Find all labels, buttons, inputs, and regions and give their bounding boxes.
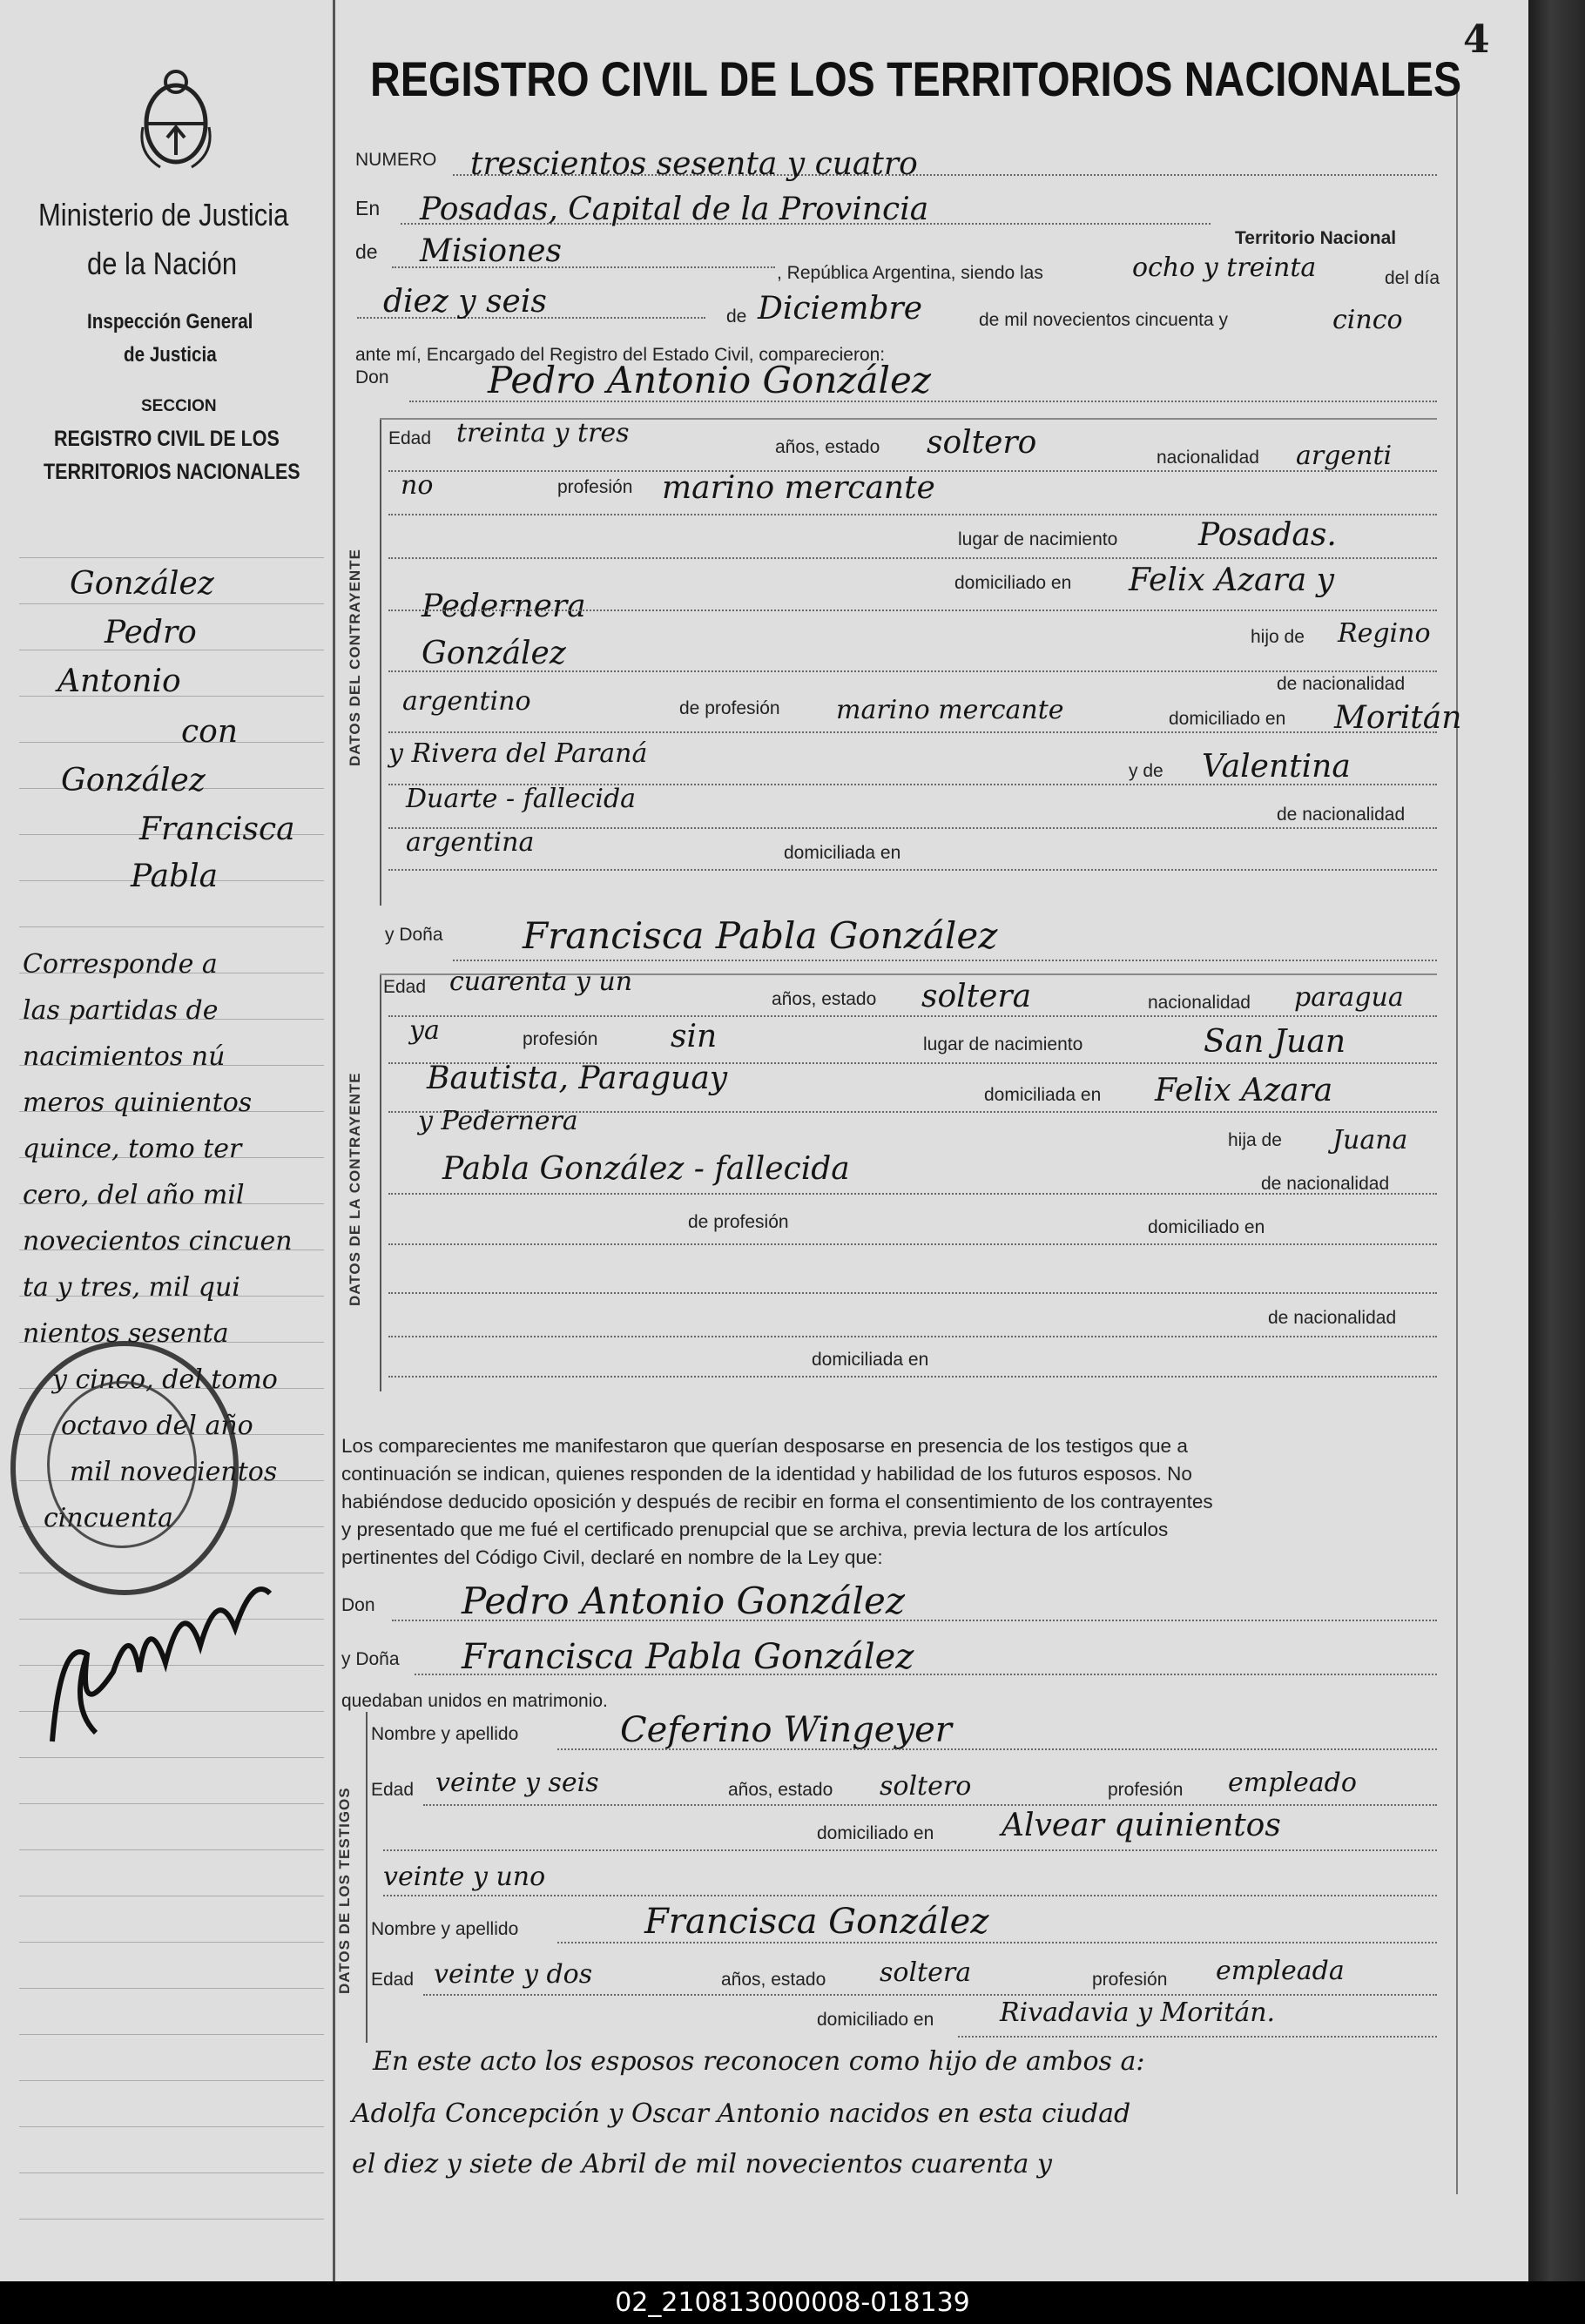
- contrayenta-edad-label: Edad: [383, 977, 427, 997]
- declaration-line: habiéndose deducido oposición y después de recibir en forma el consentimiento de los contrayentes: [341, 1491, 1213, 1512]
- contrayenta-de-nac-label: de nacionalidad: [1261, 1174, 1390, 1194]
- contrayenta-dom-value-2: y Pedernera: [418, 1106, 578, 1136]
- t1-dom-value: Alvear quinientos: [1002, 1808, 1281, 1843]
- margin-rule: [19, 926, 324, 927]
- margin-note-line: y cinco, del tomo: [52, 1364, 278, 1395]
- contrayente-de-nac-label-2: de nacionalidad: [1277, 805, 1406, 825]
- ministry-line-2: de la Nación: [87, 246, 238, 281]
- contrayente-nac-value: argenti: [1296, 441, 1393, 471]
- t1-prof-value: empleado: [1228, 1768, 1357, 1798]
- contrayenta-nac-label: nacionalidad: [1148, 993, 1251, 1013]
- mes-value: Diciembre: [758, 291, 923, 327]
- final-note-line: En este acto los esposos reconocen como hijo de ambos a:: [373, 2046, 1145, 2077]
- margin-note-line: octavo del año: [61, 1411, 253, 1441]
- decl-dona-label: y Doña: [341, 1649, 400, 1669]
- contrayenta-nac-value: paragua: [1294, 982, 1404, 1013]
- t2-edad-value: veinte y dos: [434, 1959, 593, 1990]
- contrayente-anos-label: años, estado: [775, 437, 880, 457]
- margin-name-line: Pabla: [131, 859, 219, 894]
- padre-dom: Moritán: [1334, 700, 1462, 736]
- margin-note-line: nacimientos nú: [23, 1041, 226, 1072]
- page-title: REGISTRO CIVIL DE LOS TERRITORIOS NACIONALES: [370, 51, 1462, 106]
- column-divider: [333, 0, 335, 2281]
- madre-value: Valentina: [1202, 749, 1351, 785]
- y-dona-label: y Doña: [385, 925, 443, 945]
- contrayente-edad-label: Edad: [388, 428, 432, 448]
- contrayente-domiciliada-label: domiciliada en: [784, 843, 901, 863]
- en-value: Posadas, Capital de la Provincia: [420, 192, 929, 227]
- territorio-label: Territorio Nacional: [1235, 228, 1397, 248]
- don-value: Pedro Antonio González: [488, 359, 931, 401]
- numero-label: NUMERO: [355, 150, 437, 170]
- declaration-line: pertinentes del Código Civil, declaré en nombre de la Ley que:: [341, 1546, 883, 1568]
- contrayenta-madre-value: Pabla González - fallecida: [442, 1151, 850, 1187]
- contrayenta-dom-label: domiciliada en: [984, 1085, 1102, 1105]
- contrayenta-prof-label: profesión: [523, 1029, 598, 1049]
- t2-dom-label: domiciliado en: [817, 2010, 934, 2030]
- final-note-line: el diez y siete de Abril de mil novecientos cuarenta y: [352, 2149, 1052, 2179]
- numero-value: trescientos sesenta y cuatro: [470, 146, 918, 182]
- de-label: de: [355, 240, 378, 263]
- margin-note-line: nientos sesenta: [23, 1318, 229, 1349]
- padre-nac: argentino: [402, 686, 531, 717]
- decl-unidos: quedaban unidos en matrimonio.: [341, 1691, 608, 1711]
- contrayente-hijo-value: Regino: [1338, 618, 1431, 649]
- margin-rule: [19, 742, 324, 743]
- contrayente-lugar-label: lugar de nacimiento: [958, 529, 1118, 549]
- contrayente-de-nac-label: de nacionalidad: [1277, 674, 1406, 694]
- t1-dom-label: domiciliado en: [817, 1823, 934, 1843]
- padre-apellido: González: [422, 636, 566, 671]
- margin-name-line: con: [181, 714, 239, 750]
- signature-mark: [35, 1532, 331, 1759]
- padre-dom-label: domiciliado en: [1169, 709, 1286, 729]
- contrayenta-prof-value: sin: [671, 1019, 718, 1054]
- contrayente-edad-value: treinta y tres: [456, 418, 630, 448]
- declaration-line: continuación se indican, quienes responden de la identidad y habilidad de los futuros esposos. No: [341, 1463, 1192, 1485]
- inspection-line-2: de Justicia: [124, 343, 217, 367]
- t2-nombre-value: Francisca González: [644, 1902, 989, 1942]
- contrayente-dom-value: Felix Azara y: [1129, 562, 1334, 598]
- anio-value: cinco: [1332, 305, 1403, 335]
- contrayente-prof-label: profesión: [557, 477, 633, 497]
- contrayente-nac-value-2: no: [401, 470, 434, 501]
- margin-rule: [19, 603, 324, 604]
- contrayenta-lugar-label: lugar de nacimiento: [923, 1034, 1083, 1054]
- margin-name-line: Pedro: [105, 615, 197, 650]
- margin-rule: [19, 2219, 324, 2220]
- margin-rule: [19, 557, 324, 558]
- de-value: Misiones: [420, 233, 563, 269]
- madre-nac: argentina: [406, 827, 535, 858]
- t1-nombre-label: Nombre y apellido: [371, 1724, 519, 1744]
- testigos-side-label: DATOS DE LOS TESTIGOS: [336, 1787, 353, 1994]
- t2-prof-value: empleada: [1216, 1956, 1345, 1986]
- contrayente-y-de-label: y de: [1129, 761, 1163, 781]
- padre-prof: marino mercante: [836, 695, 1064, 725]
- margin-name-line: González: [70, 566, 214, 602]
- t1-edad-label: Edad: [371, 1780, 415, 1800]
- contrayente-dom-value-2: Pedernera: [422, 589, 586, 624]
- republica-label: , República Argentina, siendo las: [777, 263, 1043, 283]
- page-number: 4: [1463, 17, 1490, 62]
- don-label: Don: [355, 367, 389, 387]
- padre-dom-2: y Rivera del Paraná: [388, 738, 648, 769]
- en-label: En: [355, 197, 381, 219]
- coat-of-arms-icon: [138, 66, 214, 171]
- contrayenta-de-nac-label-2: de nacionalidad: [1268, 1308, 1397, 1328]
- image-id-footer: 02_210813000008-018139: [0, 2281, 1585, 2324]
- contrayenta-anos-label: años, estado: [772, 989, 877, 1009]
- contrayente-prof-value: marino mercante: [662, 470, 935, 506]
- ministry-line-1: Ministerio de Justicia: [38, 197, 289, 232]
- t2-nombre-label: Nombre y apellido: [371, 1919, 519, 1939]
- anio-label: de mil novecientos cincuenta y: [979, 310, 1228, 330]
- section-label: SECCION: [141, 397, 217, 415]
- t1-prof-label: profesión: [1108, 1780, 1184, 1800]
- margin-rule: [19, 1942, 324, 1943]
- t1-anos-label: años, estado: [728, 1780, 833, 1800]
- margin-rule: [19, 2172, 324, 2173]
- de2-label: de: [726, 306, 747, 327]
- del-dia-label: del día: [1385, 268, 1440, 288]
- registry-line-2: TERRITORIOS NACIONALES: [44, 460, 300, 484]
- margin-note-line: cincuenta: [44, 1503, 173, 1533]
- t1-nombre-value: Ceferino Wingeyer: [620, 1710, 952, 1750]
- contrayenta-domiciliada-label: domiciliada en: [812, 1350, 929, 1370]
- t1-dom-value-2: veinte y uno: [383, 1862, 546, 1892]
- margin-rule: [19, 1803, 324, 1804]
- t1-edad-value: veinte y seis: [435, 1768, 599, 1798]
- contrayenta-dom-value: Felix Azara: [1155, 1073, 1333, 1108]
- dona-value: Francisca Pabla González: [523, 914, 998, 957]
- margin-note-line: ta y tres, mil qui: [23, 1272, 240, 1303]
- dia-value: diez y seis: [383, 284, 547, 320]
- margin-rule: [19, 2080, 324, 2081]
- contrayente-nac-label: nacionalidad: [1157, 448, 1259, 468]
- contrayenta-nac-value-2: ya: [409, 1015, 440, 1046]
- hora-value: ocho y treinta: [1132, 253, 1317, 283]
- contrayente-lugar-value: Posadas.: [1198, 517, 1337, 553]
- inspection-line-1: Inspección General: [87, 310, 253, 333]
- t2-edad-label: Edad: [371, 1970, 415, 1990]
- declaration-line: y presentado que me fué el certificado prenupcial que se archiva, previa lectura de los artículos: [341, 1519, 1169, 1540]
- encargado-label: ante mí, Encargado del Registro del Estado Civil, comparecieron:: [355, 345, 886, 365]
- contrayente-side-label: DATOS DEL CONTRAYENTE: [347, 549, 363, 766]
- contrayente-de-prof-label: de profesión: [679, 698, 780, 718]
- decl-dona-value: Francisca Pabla González: [462, 1637, 914, 1677]
- margin-name-line: González: [61, 763, 206, 798]
- decl-don-value: Pedro Antonio González: [462, 1580, 905, 1622]
- t2-estado-value: soltera: [880, 1957, 972, 1988]
- final-note-line: Adolfa Concepción y Oscar Antonio nacidos en esta ciudad: [352, 2098, 1131, 2129]
- registry-line-1: REGISTRO CIVIL DE LOS: [54, 427, 280, 451]
- margin-rule: [19, 1988, 324, 1989]
- testigos-bracket: [366, 1712, 368, 2043]
- margin-rule: [19, 1849, 324, 1850]
- contrayenta-side-label: DATOS DE LA CONTRAYENTE: [347, 1072, 363, 1306]
- contrayente-dom-label: domiciliado en: [954, 573, 1072, 593]
- contrayente-bracket: [380, 418, 381, 906]
- contrayente-hijo-label: hijo de: [1251, 627, 1305, 647]
- margin-note-line: quince, tomo ter: [23, 1134, 242, 1164]
- decl-don-label: Don: [341, 1595, 375, 1615]
- contrayenta-domiciliado-label: domiciliado en: [1148, 1217, 1265, 1237]
- contrayenta-de-prof-label: de profesión: [688, 1212, 789, 1232]
- right-margin-line: [1456, 78, 1458, 2194]
- margin-note-line: mil novecientos: [70, 1457, 278, 1487]
- contrayenta-estado-value: soltera: [921, 979, 1032, 1014]
- contrayente-estado-value: soltero: [927, 425, 1037, 461]
- margin-name-line: Francisca: [139, 812, 295, 847]
- margin-note-line: cero, del año mil: [23, 1180, 245, 1210]
- t1-estado-value: soltero: [880, 1771, 972, 1802]
- contrayenta-hija-label: hija de: [1228, 1130, 1282, 1150]
- margin-note-line: las partidas de: [23, 995, 219, 1026]
- t2-prof-label: profesión: [1092, 1970, 1168, 1990]
- t2-anos-label: años, estado: [721, 1970, 826, 1990]
- margin-name-line: Antonio: [57, 664, 181, 699]
- madre-value-2: Duarte - fallecida: [406, 784, 637, 814]
- contrayenta-lugar-value: San Juan: [1204, 1024, 1346, 1060]
- contrayenta-lugar-value-2: Bautista, Paraguay: [427, 1061, 728, 1096]
- margin-note-line: novecientos cincuen: [23, 1226, 293, 1256]
- t2-dom-value: Rivadavia y Moritán.: [1000, 1997, 1276, 2028]
- contrayenta-bracket: [380, 973, 381, 1391]
- margin-note-line: Corresponde a: [23, 949, 218, 980]
- margin-rule: [19, 2034, 324, 2035]
- book-binding: [1528, 0, 1585, 2281]
- declaration-line: Los comparecientes me manifestaron que querían desposarse en presencia de los testigos que a: [341, 1435, 1188, 1457]
- contrayenta-hija-value: Juana: [1332, 1125, 1408, 1155]
- margin-rule: [19, 2126, 324, 2127]
- contrayenta-edad-value: cuarenta y un: [449, 967, 633, 997]
- margin-note-line: meros quinientos: [23, 1088, 253, 1118]
